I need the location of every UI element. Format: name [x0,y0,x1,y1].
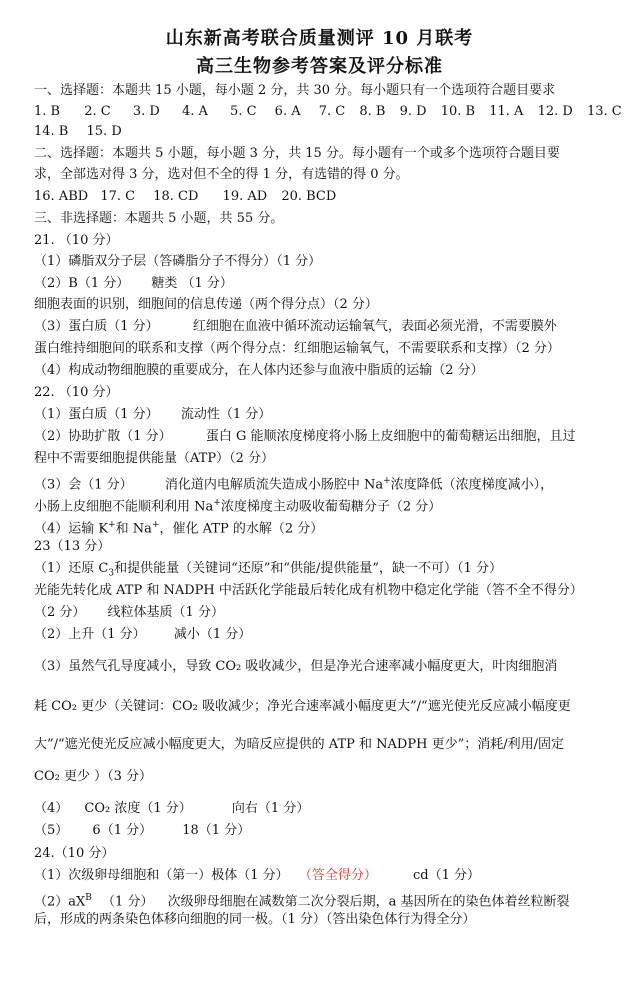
q23-answer: CO₂ 浓度（1 分） [84,801,192,816]
superscript: + [383,476,391,486]
section-2-heading: 二、选择题：本题共 5 小题，每小题 3 分，共 15 分。每小题有一个或多个选项符合题目要 [34,146,560,161]
q23-line-9 [34,800,617,818]
answer-item: 15. D [86,124,122,139]
answer-item: 20. BCD [281,189,337,204]
section-3-heading: 三、非选择题：本题共 5 小题，共 55 分。 [34,211,284,226]
section-2-answers [34,188,617,206]
section-1-answers-row-2 [34,123,617,141]
answer-item: 9. D [399,104,427,119]
q24-line-1 [34,867,617,885]
q24-answer: cd（1 分） [412,868,480,883]
section-1-answers-row-1 [34,103,622,121]
q23-line-2: 光能先转化成 ATP 和 NADPH 中活跃化学能最后转化成有机物中稳定化学能（答不全不得分） [34,583,583,598]
q22-answer: （3）会（1 分） [34,477,133,493]
q21-line-3: 细胞表面的识别，细胞间的信息传递（两个得分点）（2 分） [34,297,378,312]
answer-item: 8. B [359,104,386,119]
q24-answer: （1 分） [102,894,154,910]
q21-answer: （2）B（1 分） [34,276,130,291]
answer-item: 5. C [230,104,257,119]
superscript: B [85,893,92,903]
q22-line-6 [34,516,617,538]
superscript: + [108,520,116,530]
answer-item: 18. CD [153,189,199,204]
answer-item: 12. D [537,104,573,119]
q21-line-5: 蛋白维持细胞间的联系和支撑（两个得分点：红细胞运输氧气，不需要联系和支撑）（2 分） [34,341,560,356]
answer-item: 13. C [586,104,622,119]
q23-answer: （4） [34,801,69,816]
q24-answer: （1）次级卵母细胞和（第一）极体（1 分） [34,868,289,883]
answer-item: 19. AD [222,189,268,204]
q23-line-5: （3）虽然气孔导度减小，导致 CO₂ 吸收减少，但是净光合速率减小幅度更大，叶肉细胞消 [34,659,558,674]
q21-line-2 [34,275,617,293]
superscript: + [151,520,160,530]
q23-line-3 [34,604,617,622]
q23-line-8: CO₂ 更少 ）（3 分） [34,769,152,784]
q23-answer: 6（1 分） [92,823,153,838]
q23-line-4 [34,626,617,644]
answer-item: 16. ABD [34,189,89,204]
page-title: 山东新高考联合质量测评 10 月联考 [165,28,474,49]
answer-item: 3. D [132,104,160,119]
q22-line-1 [34,406,617,424]
q23-answer: （1）还原 C [34,561,109,576]
page-subtitle: 高三生物参考答案及评分标准 [196,56,443,77]
q23-line-10 [34,822,617,840]
q23-answer: 线粒体基质（1 分） [107,605,224,620]
q21-line-6: （4）构成动物细胞膜的重要成分，在人体内还参与血液中脂质的运输（2 分） [34,363,484,378]
superscript: + [213,498,221,508]
answer-item: 2. C [84,104,111,119]
q23-answer: 18（1 分） [182,823,251,838]
q22-answer: （2）协助扩散（1 分） [34,429,172,444]
q22-answer: ，催化 ATP 的水解（2 分） [159,521,324,537]
answer-item: 10. B [440,104,476,119]
q22-answer: （1）蛋白质（1 分） [34,407,159,422]
q22-answer: 浓度降低（浓度梯度减小）， [390,477,554,493]
q24-line-3: 后，形成的两条染色体移向细胞的同一极。（1 分）（答出染色体行为得全分） [34,912,476,927]
answer-item: 7. C [318,104,346,119]
q24-answer: （2）aX [34,894,86,910]
q21-answer: 糖类 （1 分） [151,276,233,291]
q23-line-7: 大”/“遮光使光反应减小幅度更大，为暗反应提供的 ATP 和 NADPH 更少”；消耗/利用/固定 [34,737,564,752]
subscript: 3 [108,568,115,579]
q23-answer: 和提供能量（关键词“还原”和“供能/提供能量”，缺一不可）（1 分） [114,561,502,576]
q22-answer: 流动性（1 分） [180,407,272,422]
q24-answer: 次级卵母细胞在减数第二次分裂后期，a 基因所在的染色体着丝粒断裂 [167,894,570,910]
q23-line-1 [34,560,617,583]
q21-answer: （3）蛋白质（1 分） [34,319,159,334]
q22-line-3: 程中不需要细胞提供能量（ATP）（2 分） [34,451,274,466]
q21-heading: 21. （10 分） [34,233,119,248]
answer-item: 1. B [34,104,61,119]
q22-line-2 [34,428,617,446]
q23-answer: （2 分） [34,605,86,620]
q24-note: （答全得分） [298,868,377,883]
answer-item: 4. A [181,104,208,119]
answer-item: 11. A [489,104,524,119]
q23-answer: （5） [34,823,69,838]
q21-answer: 红细胞在血液中循环流动运输氧气，表面必须光滑，不需要膜外 [192,319,557,334]
q22-answer: （4）运输 K [34,521,109,537]
answer-item: 14. B [34,124,69,139]
q22-answer: 消化道内电解质流失造成小肠腔中 Na [164,477,384,493]
q22-line-5 [34,494,617,516]
section-2-heading-cont: 求，全部选对得 3 分，选对但不全的得 1 分，有选错的得 0 分。 [34,167,409,182]
q23-line-6: 耗 CO₂ 更少（关键词：CO₂ 吸收减少；净光合速率减小幅度更大”/“遮光使光反应减小幅度更 [34,699,571,714]
section-1-heading: 一、选择题：本题共 15 小题，每小题 2 分，共 30 分。每小题只有一个选项符合题目要求 [34,83,556,98]
q23-answer: 减小（1 分） [173,627,252,642]
q21-line-1: （1）磷脂双分子层（答磷脂分子不得分）（1 分） [34,254,322,269]
q22-answer: 浓度梯度主动吸收葡萄糖分子（2 分） [220,499,442,515]
q23-heading: 23（13 分） [34,539,111,554]
answer-item: 17. C [100,189,136,204]
q22-line-4 [34,472,617,494]
q22-answer: 和 Na [115,521,152,537]
q23-answer: （2）上升（1 分） [34,627,146,642]
answer-item: 6. A [274,104,301,119]
q22-answer: 小肠上皮细胞不能顺利利用 Na [34,499,214,515]
q24-heading: 24.（10 分） [34,846,115,861]
q22-answer: 蛋白 G 能顺浓度梯度将小肠上皮细胞中的葡萄糖运出细胞，且过 [205,429,576,444]
q23-answer: 向右（1 分） [231,801,310,816]
q22-heading: 22. （10 分） [34,385,119,400]
q21-line-4 [34,318,617,336]
q24-line-2 [34,889,617,911]
